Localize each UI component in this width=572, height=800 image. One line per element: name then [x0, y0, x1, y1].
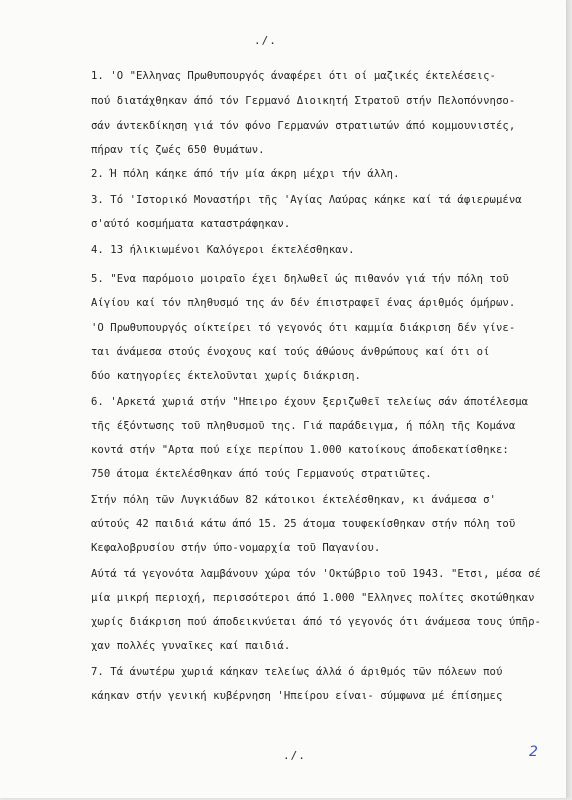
text-line: δύο κατηγορίες έκτελοῦνται χωρίς διάκριση. [91, 370, 361, 382]
text-line: κάηκαν στήν γενική κυβέρνηση 'Ηπείρου είναι- σύμφωνα μέ έπίσημες [91, 690, 503, 702]
text-line: 6. 'Αρκετά χωριά στήν "Ηπειρο έχουν ξεριζωθεῖ τελείως σάν άποτέλεσμα [91, 396, 529, 408]
handwritten-page-number: 2 [529, 744, 538, 760]
text-line: σάν άντεκδίκηση γιά τόν φόνο Γερμανών στρατιωτών άπό κομμουνιστές, [91, 120, 516, 132]
text-line: μία μικρή περιοχή, περισσότεροι άπό 1.000 "Ελληνες πολίτες σκοτώθηκαν [91, 592, 535, 604]
text-line: 'Ο Πρωθυπουργός οίκτείρει τό γεγονός ότι καμμία διάκριση δέν γίνε- [91, 322, 516, 334]
text-line: 4. 13 ήλικιωμένοι Καλόγεροι έκτελέσθηκαν. [91, 244, 355, 256]
continuation-marker-bottom: ./. [283, 749, 306, 762]
text-line: ται άνάμεσα στούς ένοχους καί τούς άθώους άνθρώπους καί ότι οί [91, 346, 490, 358]
text-line: 5. "Ενα παρόμοιο μοιραῖο έχει δηλωθεῖ ώς πιθανόν γιά τήν πόλη τοῦ [91, 273, 509, 285]
text-line: σ'αύτό κοσμήματα καταστράφηκαν. [91, 218, 291, 230]
text-line: χωρίς διάκριση πού άποδεικνύεται άπό τό γεγονός ότι άνάμεσα τους ύπῆρ- [91, 616, 541, 628]
text-line: Αύτά τά γεγονότα λαμβάνουν χώρα τόν 'Οκτώβριο τοῦ 1943. "Ετσι, μέσα σέ [91, 568, 541, 580]
text-line: 3. Τό 'Ιστορικό Μοναστήρι τῆς 'Αγίας Λαύρας κάηκε καί τά άφιερωμένα [91, 194, 522, 206]
text-line: τῆς έξόντωσης τοῦ πληθυσμοῦ της. Γιά παράδειγμα, ή πόλη τῆς Κομάνα [91, 420, 516, 432]
text-line: 1. 'Ο "Ελληνας Πρωθυπουργός άναφέρει ότι οί μαζικές έκτελέσεις- [91, 70, 496, 82]
text-line: πήραν τίς ζωές 650 θυμάτων. [91, 144, 265, 156]
text-line: 2. Ή πόλη κάηκε άπό τήν μία άκρη μέχρι τήν άλλη. [91, 168, 400, 180]
text-line: Κεφαλοβρυσίου στήν ύπο-νομαρχία τοῦ Παγανίου. [91, 542, 381, 554]
text-line: Αίγίου καί τόν πληθυσμό της άν δέν έπιστραφεῖ ένας άριθμός όμήρων. [91, 297, 516, 309]
text-line: χαν πολλές γυναῖκες καί παιδιά. [91, 640, 291, 652]
text-line: κοντά στήν "Αρτα πού είχε περίπου 1.000 κατοίκους άποδεκατίσθηκε: [91, 444, 509, 456]
continuation-marker-top: ./. [254, 34, 277, 47]
text-line: 7. Τά άνωτέρω χωριά κάηκαν τελείως άλλά ό άριθμός τῶν πόλεων πού [91, 666, 503, 678]
text-line: 750 άτομα έκτελέσθηκαν άπό τούς Γερμανούς στρατιῶτες. [91, 468, 432, 480]
text-line: πού διατάχθηκαν άπό τόν Γερμανό Διοικητή Στρατοῦ στήν Πελοπόννησο- [91, 95, 516, 107]
text-line: Στήν πόλη τῶν Λυγκιάδων 82 κάτοικοι έκτελέσθηκαν, κι άνάμεσα σ' [91, 494, 496, 506]
text-line: αύτούς 42 παιδιά κάτω άπό 15. 25 άτομα τουφεκίσθηκαν στήν πόλη τοῦ [91, 518, 516, 530]
